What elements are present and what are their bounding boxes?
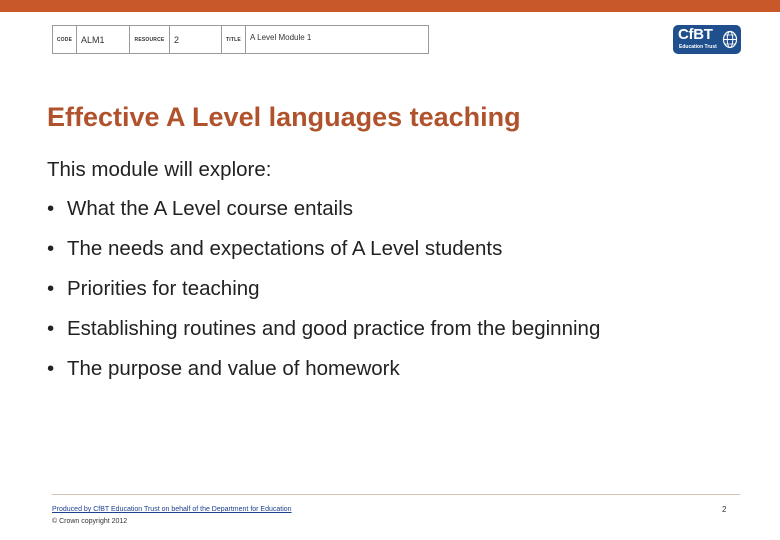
list-item <box>47 237 600 277</box>
top-accent-bar <box>0 0 780 12</box>
footer-copyright: © Crown copyright 2012 <box>52 518 128 525</box>
list-item <box>47 357 600 397</box>
list-item-text: The needs and expectations of A Level students <box>67 237 503 260</box>
topic-list <box>47 197 600 397</box>
page-number: 2 <box>722 505 727 514</box>
logo-subtitle: Education Trust <box>679 44 717 50</box>
list-item-text: The purpose and value of homework <box>67 357 400 380</box>
list-item-text: Priorities for teaching <box>67 277 260 300</box>
title-label: TITLE <box>222 26 246 53</box>
bullet-marker: • <box>47 317 55 340</box>
list-item <box>47 277 600 317</box>
code-label: CODE <box>53 26 77 53</box>
resource-info-table <box>52 25 429 54</box>
list-item-text: Establishing routines and good practice from the beginning <box>67 317 601 340</box>
list-item-text: What the A Level course entails <box>67 197 354 220</box>
intro-text: This module will explore: <box>47 158 272 181</box>
resource-label: RESOURCE <box>130 26 170 53</box>
cfbt-logo <box>673 25 741 54</box>
globe-icon <box>722 30 738 49</box>
code-value: ALM1 <box>77 26 130 53</box>
logo-name: CfBT <box>678 26 713 43</box>
list-item <box>47 317 600 357</box>
footer-credit-link[interactable]: Produced by CfBT Education Trust on behalf of the Department for Education <box>52 506 292 513</box>
list-item <box>47 197 600 237</box>
bullet-marker: • <box>47 277 55 300</box>
footer-divider <box>52 494 740 495</box>
bullet-marker: • <box>47 357 55 380</box>
slide-heading: Effective A Level languages teaching <box>47 102 521 132</box>
resource-value: 2 <box>170 26 222 53</box>
title-value: A Level Module 1 <box>250 33 312 42</box>
bullet-marker: • <box>47 197 55 220</box>
bullet-marker: • <box>47 237 55 260</box>
